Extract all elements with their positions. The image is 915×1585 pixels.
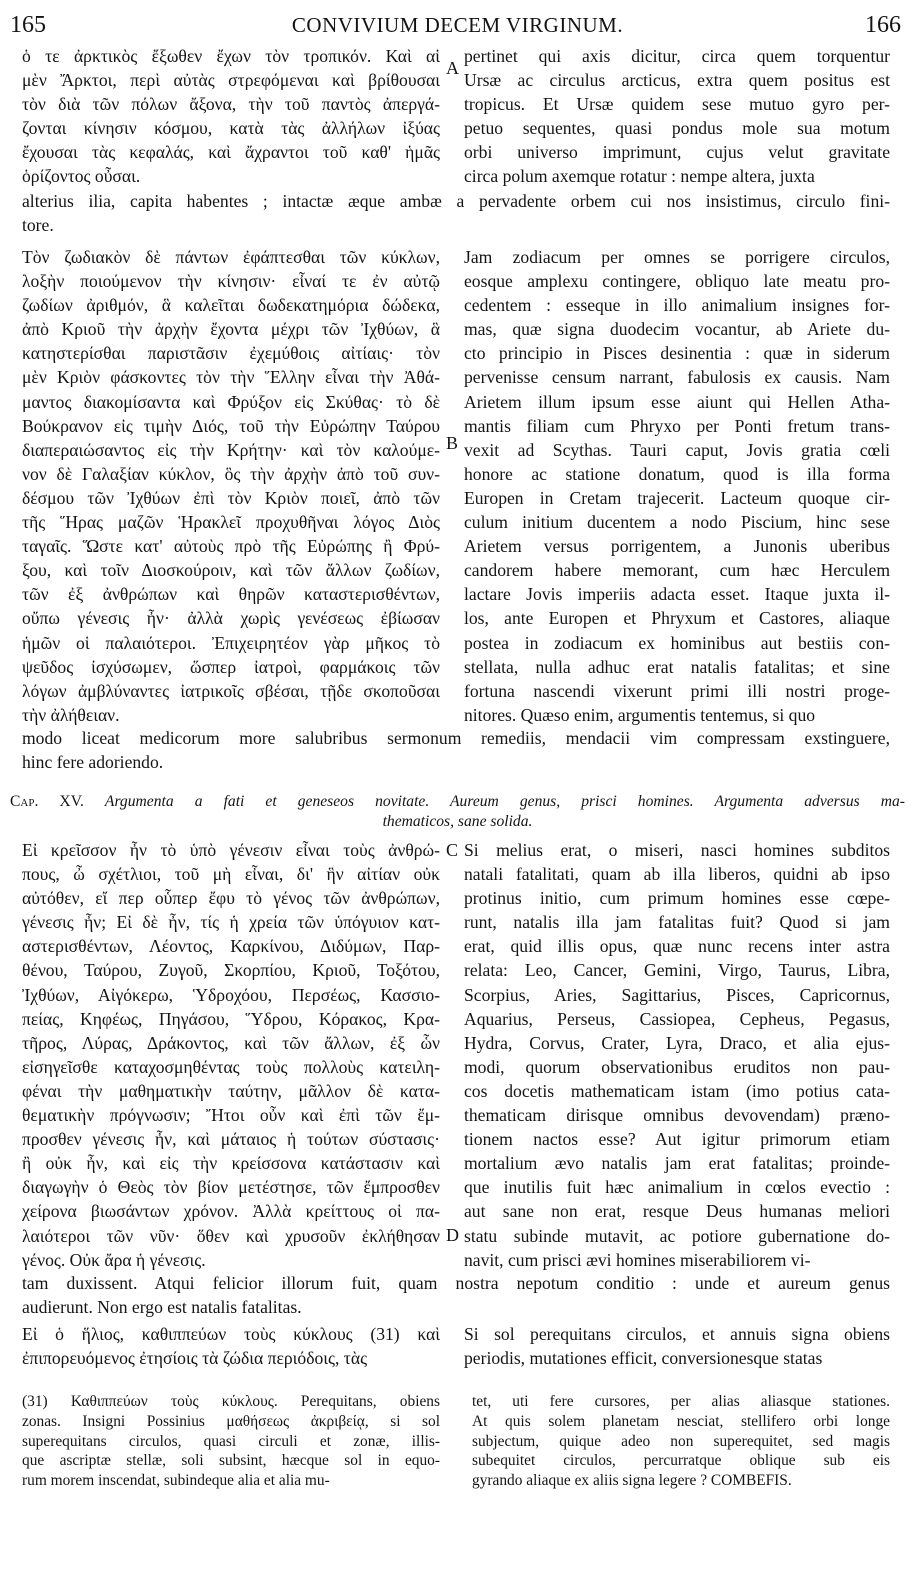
- greek-line: ἐπιπορευόμενος ἐτησίοις τὰ ζώδια περιόδοις, τὰς: [22, 1348, 368, 1369]
- latin-line: mortalium ævo natalis jam erat fatalitas; proinde-: [464, 1153, 890, 1174]
- full-width-line: alterius ilia, capita habentes ; intactæ æque ambæ a pervadente orbem cui nos insistimus, circulo fini-: [22, 191, 890, 211]
- footnote-line: tet, uti fere cursores, per alias aliasque stationes.: [472, 1393, 890, 1410]
- latin-line: cto principio in Pisces desinentia : quæ in siderum: [464, 343, 890, 364]
- latin-line: petuo sequentes, quasi pondus mole sua motum: [464, 118, 890, 139]
- greek-column: [22, 1322, 440, 1370]
- chapter-heading-line-2: thematicos, sane solida.: [382, 813, 533, 830]
- greek-line: ζονται κίνησιν κόσμου, κατὰ τὰς ἀλλήλων ἰξύας: [22, 118, 440, 139]
- greek-line: αστερισθέντων, Λέοντος, Καρκίνου, Διδύμων, Παρ-: [22, 936, 440, 957]
- greek-line: Βούκρανον εἰς τιμὴν Διός, τοῦ τὴν Εὐρώπην Ταύρου: [22, 415, 440, 436]
- footnote-left: [22, 1392, 440, 1491]
- latin-line: stellata, nulla adhuc erat natalis fatalitas; et sine: [464, 656, 890, 677]
- greek-line: γένεσις ἦν; Εἰ δὲ ἦν, τίς ἡ χρεία τῶν ὑπόγυιον κατ-: [22, 912, 440, 933]
- footnote-line: zonas. Insigni Possinius μαθήσεως ἀκριβείᾳ, si sol: [22, 1412, 440, 1430]
- chapter-label: Cap. XV.: [10, 793, 84, 810]
- latin-column: [464, 838, 890, 1272]
- margin-marker: A: [446, 58, 459, 78]
- latin-line: Jam zodiacum per omnes se porrigere circulos,: [464, 247, 890, 267]
- greek-line: ὁ τε ἀρκτικὸς ἔξωθεν ἔχων τὸν τροπικόν. Καὶ αἱ: [22, 46, 440, 66]
- latin-line: Arietem illum ipsum esse aiunt qui Hellen Atha-: [464, 391, 890, 412]
- greek-line: διαπεραιώσαντος εἰς τὴν Κρήτην· καὶ τὸν καλούμε-: [22, 439, 440, 460]
- greek-line: ὁρίζοντος οὖσαι.: [22, 166, 141, 187]
- greek-line: εἰσηγεῖσθε καταχοσμηθέντας τοὺς πολλοὺς κατειλη-: [22, 1056, 440, 1077]
- full-width-line: tam duxissent. Atqui felicior illorum fuit, quam nostra nepotum conditio : unde et aureum genus: [22, 1273, 890, 1293]
- latin-line: pervenisse censum narrant, fabulosis ex causis. Nam: [464, 367, 890, 388]
- greek-line: λαιότεροι τῶν νῦν· ὅθεν καὶ χρυσοῦν ἐκλήθησαν: [22, 1225, 440, 1246]
- greek-line: χείρονα βιωσάντων χρόνον. Ἀλλὰ κρείττους οἱ πα-: [22, 1201, 440, 1222]
- latin-line: mantis filiam cum Phryxo per Ponti fretum trans-: [464, 415, 890, 436]
- latin-column: [464, 44, 890, 189]
- latin-line: los, ante Europen et Phryxum et Castores, aliaque: [464, 608, 890, 629]
- latin-line: candorem habere memorant, cum hæc Herculem: [464, 560, 890, 581]
- greek-column: [22, 838, 440, 1272]
- greek-line: ἢ οὐκ ἦν, καὶ εἰς τὴν κρείσσονα κατάστασιν καὶ: [22, 1153, 440, 1174]
- greek-line: διαγωγὴν ὁ Θεὸς τὸν βίον μετέστησε, τῶν ἔμπροσθεν: [22, 1177, 440, 1198]
- greek-line: πείας, Κηφέως, Πηγάσου, Ὕδρου, Κόρακος, Κρα-: [22, 1008, 440, 1029]
- greek-line: μὲν Κριὸν φάσκοντες τὸν τὴν Ἕλλην εἶναι τὴν Ἀθά-: [22, 367, 440, 388]
- greek-line: Τὸν ζωδιακὸν δὲ πάντων ἐφάπτεσθαι τῶν κύκλων,: [22, 247, 440, 267]
- latin-line: natali fatalitati, quam ab illa liberos, quidni ab ipso: [464, 864, 890, 885]
- latin-line: navit, cum prisci ævi homines miserabiliorem vi-: [464, 1249, 811, 1270]
- latin-line: nitores. Quæso enim, argumentis tentemus, si quo: [464, 704, 816, 725]
- greek-line: ἡμῶν οἱ παλαιότεροι. Ἐπιχειρητέον γὰρ μῆκος τὸ: [22, 632, 440, 653]
- footnote-right: [472, 1392, 890, 1491]
- latin-line: tionem nactos esse? Aut igitur primorum etiam: [464, 1129, 890, 1150]
- latin-column: [464, 245, 890, 727]
- margin-marker: B: [446, 433, 459, 453]
- greek-line: λόγων ἀμβλύναντες ἰατρικοῖς σβέσαι, τῇδε σκοποῦσαι: [22, 680, 440, 701]
- greek-line: μαντος διακομίσαντα καὶ Φρύξον εἰς Σκύθας· τὸ δὲ: [22, 391, 440, 412]
- greek-line: νον δὲ Γαλαξίαν κύκλον, ὃς τὴν ἀρχὴν ἀπὸ τοῦ συν-: [22, 463, 440, 484]
- greek-line: αὐτόθεν, εἴ περ οὗπερ ἔφυ τὸ γένος τῶν ἀνθρώπων,: [22, 888, 440, 909]
- latin-line: pertinet qui axis dicitur, circa quem torquentur: [464, 46, 890, 66]
- greek-line: τῶν ἐξ ἀνθρώπων καὶ θηρῶν καταστερισθέντων,: [22, 584, 440, 605]
- greek-line: θεματικὴν πρόγνωσιν; Ἤτοι οὖν καὶ ἐπὶ τῶν ἔμ-: [22, 1105, 440, 1126]
- footnote-line: subjectum, quique adeo non superequitet, sed magis: [472, 1432, 890, 1450]
- greek-line: τῆρος, Λύρας, Δράκοντος, καὶ τῶν ἄλλων, ἐξ ὧν: [22, 1032, 440, 1053]
- greek-line: Εἰ κρεῖσσον ἦν τὸ ὑπὸ γένεσιν εἶναι τοὺς ἀνθρώ-: [22, 840, 440, 860]
- greek-line: ζωδίων ἀριθμόν, ἃ καλεῖται δωδεκατημόρια δώδεκα,: [22, 295, 440, 316]
- latin-line: Arietem versus porrigentem, a Junonis uberibus: [464, 536, 890, 557]
- margin-marker: C: [446, 840, 459, 860]
- greek-line: δέσμου τῶν Ἰχθύων ἐπὶ τὸν Κριὸν ποιεῖ, ἀπὸ τῶν: [22, 487, 440, 508]
- chapter-heading-line: [10, 792, 905, 812]
- greek-line: μὲν Ἄρκτοι, περὶ αὐτὰς στρεφόμεναι καὶ βρίθουσαι: [22, 70, 440, 91]
- latin-line: runt, natalis illa jam fatalitas fuit? Quod si jam: [464, 912, 890, 933]
- latin-line: Ursæ ac circulus arcticus, extra quem positus est: [464, 70, 890, 91]
- latin-line: culum initium ducentem a nodo Piscium, hinc sese: [464, 512, 890, 533]
- running-title: CONVIVIUM DECEM VIRGINUM.: [291, 13, 624, 37]
- latin-line: statu subinde mutavit, ac potiore gubernatione do-: [464, 1225, 890, 1246]
- greek-column: [22, 44, 440, 189]
- latin-line: aut sane non erat, resque Deus humanas meliori: [464, 1201, 890, 1222]
- footnote-line: superequitans circulos, quasi circuli et zonæ, illis-: [22, 1432, 440, 1450]
- latin-line: lactare Jovis imperiis adacta esset. Itaque juxta il-: [464, 584, 890, 605]
- latin-line: mas, quæ signa duodecim vocantur, ab Ariete du-: [464, 319, 890, 340]
- latin-line: thematicam dirisque omnibus devovendam) præno-: [464, 1105, 890, 1126]
- latin-line: relata: Leo, Cancer, Gemini, Virgo, Taurus, Libra,: [464, 960, 890, 981]
- latin-line: orbi universo imprimunt, cujus velut gravitate: [464, 142, 890, 163]
- latin-line: cedentem : esseque in illo animalium insignes for-: [464, 295, 890, 316]
- latin-line: Hydra, Corvus, Crater, Lyra, Draco, et alia ejus-: [464, 1032, 890, 1053]
- latin-line: periodis, mutationes efficit, conversionesque statas: [464, 1348, 823, 1369]
- greek-line: λοξὴν ποιούμενον τὴν κίνησιν· εἶναί τε ἐν αὐτῷ: [22, 271, 440, 292]
- margin-marker: D: [446, 1225, 459, 1245]
- greek-line: τῆς Ἥρας μαζῶν Ἡρακλεῖ προχυθῆναι λόγος Διὸς: [22, 512, 440, 533]
- footnote-line: rum morem inscendat, subindeque alia et alia mu-: [22, 1472, 330, 1490]
- greek-line: ἔχουσαι τὰς κεφαλάς, καὶ ἄχραντοι τοῦ καθ' ἡμᾶς: [22, 142, 440, 163]
- running-header: [0, 10, 915, 40]
- footnote-line: subequitet circulos, percurratque oblique sub eis: [472, 1452, 890, 1470]
- latin-line: erat, quid illis opus, quæ nunc recens inter astra: [464, 936, 890, 957]
- greek-line: οὔπω γένεσις ἦν· ἀλλὰ χωρὶς γενέσεως ἐβίωσαν: [22, 608, 440, 629]
- latin-line: fortuna nascendi vixerunt primi illi nostri proge-: [464, 680, 890, 701]
- greek-line: θένου, Ταύρου, Ζυγοῦ, Σκορπίου, Κριοῦ, Τοξότου,: [22, 960, 440, 981]
- latin-line: Aquarius, Perseus, Cassiopea, Cepheus, Pegasus,: [464, 1008, 890, 1029]
- greek-line: τὴν ἀλήθειαν.: [22, 704, 120, 725]
- greek-line: ξου, καὶ τοῖν Διοσκούροιν, καὶ τῶν ἄλλων ζωδίων,: [22, 560, 440, 581]
- chapter-heading-text: Argumenta a fati et geneseos novitate. Aureum genus, prisci homines. Argumenta adversus ma-: [104, 793, 905, 810]
- greek-line: Ἰχθύων, Αἰγόκερω, Ὑδροχόου, Περσέως, Κασσιο-: [22, 984, 440, 1005]
- latin-line: postea in zodiacum ex hominibus aut bestiis con-: [464, 632, 890, 653]
- greek-line: κατηστερίσθαι παριστᾶσιν ἐχεμύθοις αἰτίαις· τὸν: [22, 343, 440, 364]
- footnote-line: gyrando aliaque ex aliis signa legere ? COMBEFIS.: [472, 1472, 792, 1490]
- greek-line: ταγαῖς. Ὥστε κατ' αὐτοὺς πρὸ τῆς Εὐρώπης ἢ Φρύ-: [22, 536, 440, 557]
- footnote-line: que ascriptæ stellæ, soli subsint, hæcque sol in equo-: [22, 1452, 440, 1470]
- latin-line: Si sol perequitans circulos, et annuis signa obiens: [464, 1324, 890, 1344]
- footnote-line: At quis solem planetam nesciat, stellifero orbi longe: [472, 1412, 890, 1430]
- greek-column: [22, 245, 440, 727]
- footnote-line: (31) Καθιππεύων τοὺς κύκλους. Perequitans, obiens: [22, 1393, 440, 1410]
- greek-line: προσθεν γένεσις ἦν, καὶ μάταιος ἡ τούτων σύστασις·: [22, 1129, 440, 1150]
- full-width-line: audierunt. Non ergo est natalis fatalitas.: [22, 1297, 302, 1318]
- latin-line: circa polum axemque rotatur : nempe altera, juxta: [464, 166, 815, 187]
- chapter-heading: [10, 792, 905, 832]
- latin-line: cos docetis mathematicam istam (imo potius cata-: [464, 1080, 890, 1101]
- latin-line: tropicus. Et Ursæ quidem sese mutuo gyro per-: [464, 94, 890, 115]
- page-number-right: 166: [865, 12, 901, 38]
- latin-line: vexit ad Scythas. Tauri caput, Jovis gratia cœli: [464, 439, 890, 460]
- latin-line: modi, quorum observationibus eruditos non pau-: [464, 1056, 890, 1077]
- greek-line: ἀπὸ Κριοῦ τὴν ἀρχὴν ἔχοντα μέχρι τῶν Ἰχθύων, ἃ: [22, 319, 440, 340]
- greek-line: φέναι τὴν μαθηματικὴν ταύτην, μᾶλλον δὲ κατα-: [22, 1080, 440, 1101]
- greek-line: τὸν διὰ τῶν πόλων ἄξονα, τὴν τοῦ παντὸς ἀπεργά-: [22, 94, 440, 115]
- greek-line: πους, ὦ σχέτλιοι, τοῦ μὴ εἶναι, δι' ἣν αἰτίαν οὐκ: [22, 864, 440, 885]
- latin-line: honore ac statione donatum, quod is illa forma: [464, 463, 890, 484]
- latin-line: que inutilis fuit hæc animalium in cœlos evectio :: [464, 1177, 890, 1198]
- latin-line: Si melius erat, o miseri, nasci homines subditos: [464, 840, 890, 860]
- latin-line: Scorpius, Aries, Sagittarius, Pisces, Capricornus,: [464, 984, 890, 1005]
- full-width-line: modo liceat medicorum more salubribus sermonum remediis, mendacii vim compressam exstinguere,: [22, 728, 890, 748]
- latin-line: Europen in Cretam trajecerit. Lacteum quoque cir-: [464, 487, 890, 508]
- page-number-left: 165: [10, 12, 46, 38]
- greek-line: ψεῦδος ἰσχύσωμεν, ὥσπερ ἰατροὶ, φαρμάκοις τῶν: [22, 656, 440, 677]
- greek-line: γένος. Οὐκ ἄρα ἡ γένεσις.: [22, 1249, 206, 1270]
- latin-column: [464, 1322, 890, 1370]
- full-width-line: hinc fere adoriendo.: [22, 752, 164, 773]
- full-width-line: tore.: [22, 215, 54, 236]
- latin-line: protinus initio, cum primum homines esse cœpe-: [464, 888, 890, 909]
- latin-line: eosque amplexu contingere, obliquo late meatu pro-: [464, 271, 890, 292]
- greek-line: Εἰ ὁ ἥλιος, καθιππεύων τοὺς κύκλους (31) καὶ: [22, 1324, 440, 1344]
